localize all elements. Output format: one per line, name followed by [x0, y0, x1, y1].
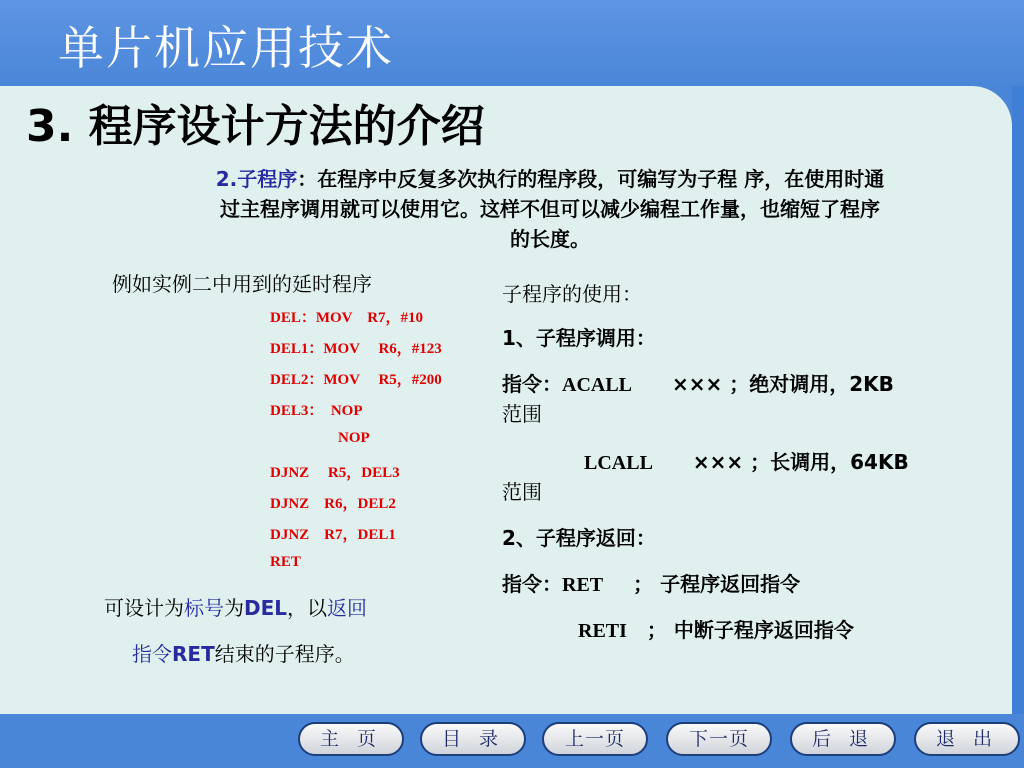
code-line: DEL3： NOP: [270, 403, 363, 419]
acall-label: 指令：ACALL: [502, 374, 633, 396]
code-line: DEL：MOV R7，#10: [270, 310, 424, 326]
acall-line: [502, 368, 894, 397]
nav-prev-button[interactable]: 上一页: [542, 722, 648, 756]
summary-text: ，以: [287, 596, 328, 620]
ret-line: [502, 568, 800, 597]
reti-desc: ； 中断子程序返回指令: [646, 618, 854, 642]
code-line: DEL2：MOV R5，#200: [270, 372, 442, 388]
header-bar: [0, 0, 1024, 86]
nav-next-button[interactable]: 下一页: [666, 722, 772, 756]
summary-text: 可设计为: [104, 596, 184, 620]
code-line: DJNZ R6，DEL2: [270, 496, 396, 512]
ret-label: 指令：RET: [502, 574, 604, 596]
usage-item-call: 1、子程序调用：: [502, 326, 656, 350]
nav-home-button[interactable]: 主 页: [298, 722, 404, 756]
intro-prefix: 2.: [215, 167, 238, 191]
reti-line: [578, 614, 854, 643]
code-line: DJNZ R5，DEL3: [270, 465, 400, 481]
usage-item-return: 2、子程序返回：: [502, 526, 656, 550]
intro-line-2: 过主程序调用就可以使用它。这样不但可以减少编程工作量，也缩短了程序: [220, 197, 880, 221]
lcall-range: 范围: [502, 480, 542, 504]
nav-exit-button[interactable]: 退 出: [914, 722, 1020, 756]
lcall-line: [584, 446, 909, 475]
intro-line-3: 的长度。: [510, 227, 590, 251]
nav-contents-button[interactable]: 目 录: [420, 722, 526, 756]
summary-term-label: 标号: [184, 596, 224, 620]
intro-paragraph: [110, 164, 990, 254]
summary-term-instruction: 指令: [132, 642, 172, 666]
ret-desc: ； 子程序返回指令: [633, 572, 801, 596]
code-line: RET: [270, 554, 301, 570]
intro-text-1: ：在程序中反复多次执行的程序段，可编写为子程 序，在使用时通: [297, 167, 885, 191]
section-title: 3. 程序设计方法的介绍: [26, 101, 485, 152]
lcall-label: LCALL: [584, 452, 653, 474]
summary-term-ret: RET: [172, 642, 215, 666]
summary-term-del: DEL: [244, 596, 288, 620]
summary-term-return: 返回: [327, 596, 368, 620]
intro-term: 子程序: [237, 167, 298, 191]
code-line: NOP: [338, 430, 370, 446]
lcall-desc: ××× ；长调用，64KB: [692, 450, 909, 474]
summary-text: 结束的子程序。: [214, 642, 355, 666]
intro-line-1: [110, 164, 990, 194]
acall-desc: ××× ；绝对调用，2KB: [672, 372, 894, 396]
example-heading: 例如实例二中用到的延时程序: [112, 272, 372, 296]
reti-label: RETI: [578, 620, 627, 642]
acall-range: 范围: [502, 402, 542, 426]
summary-line-1: [104, 592, 444, 621]
usage-heading: 子程序的使用：: [502, 282, 642, 306]
right-border-strip: [1012, 86, 1024, 726]
summary-line-2: [132, 638, 472, 667]
code-line: DEL1：MOV R6，#123: [270, 341, 442, 357]
code-line: DJNZ R7，DEL1: [270, 527, 396, 543]
summary-text: 为: [224, 596, 244, 620]
app-title: 单片机应用技术: [58, 21, 394, 75]
nav-back-button[interactable]: 后 退: [790, 722, 896, 756]
